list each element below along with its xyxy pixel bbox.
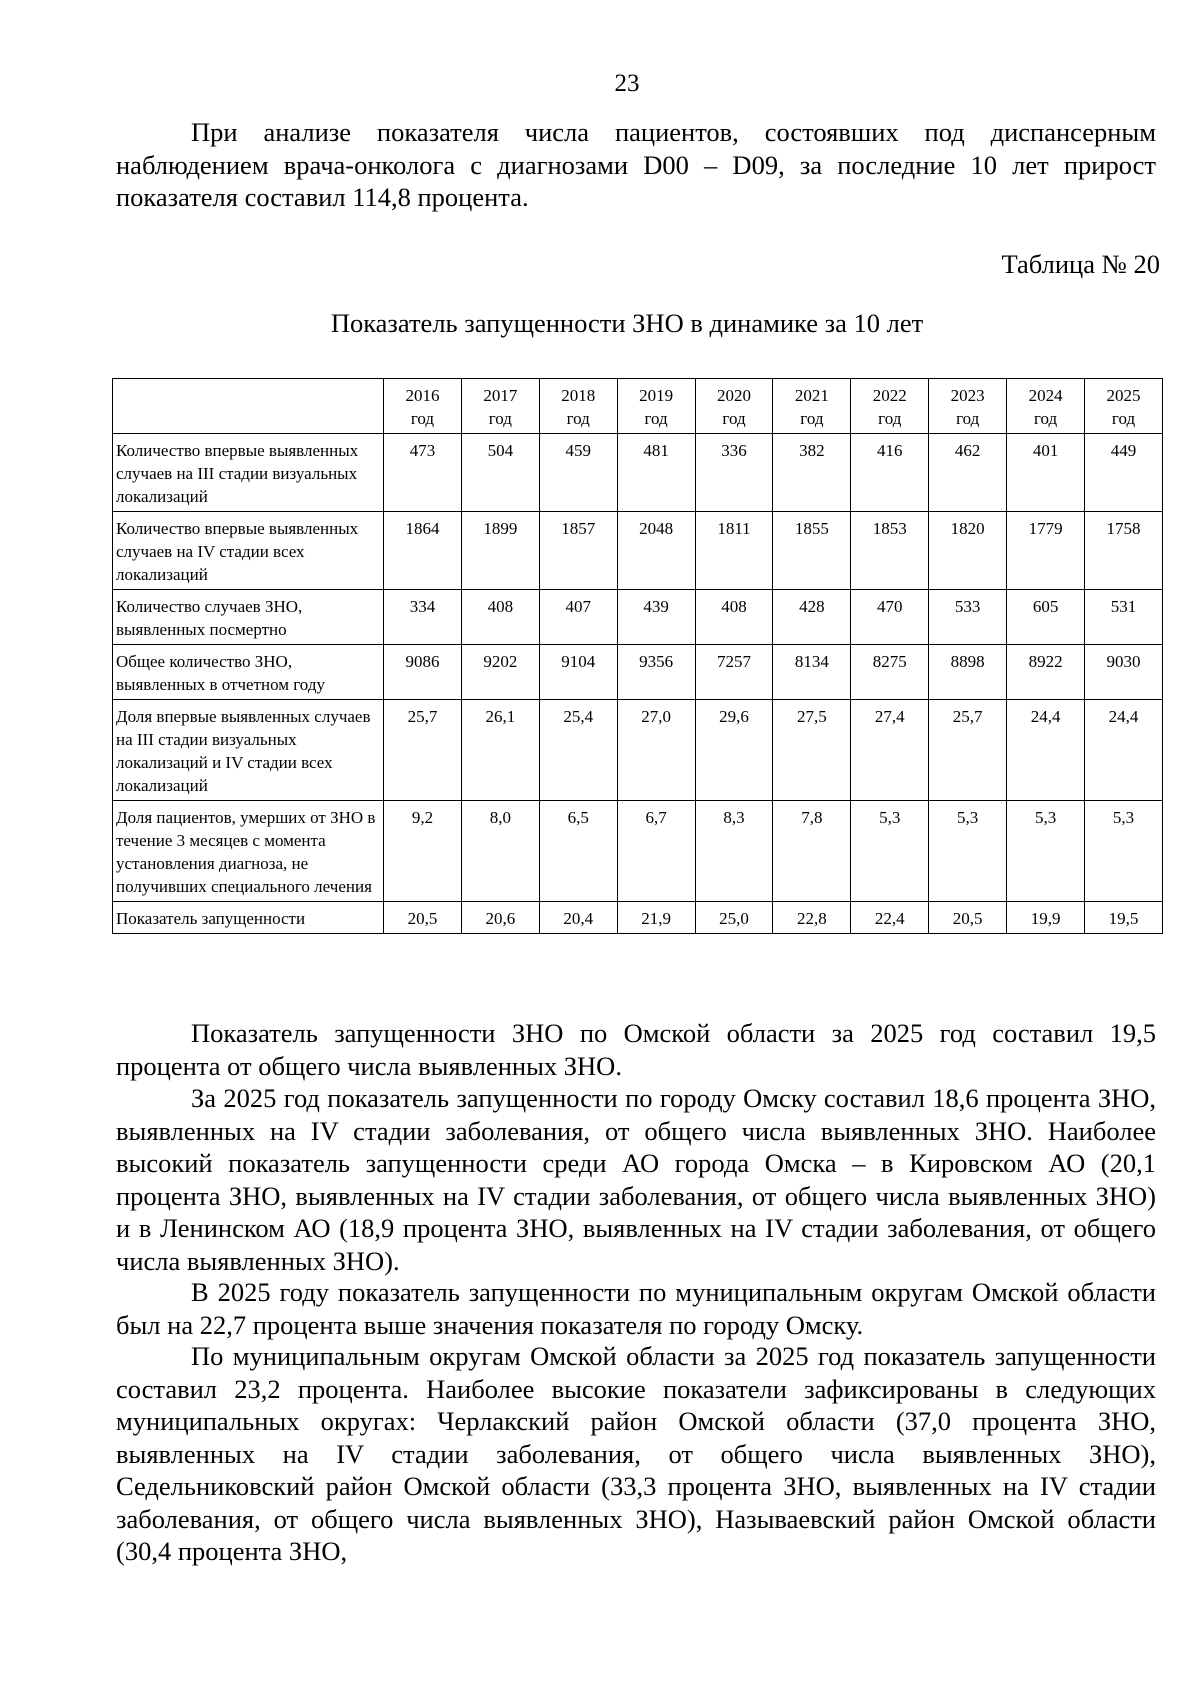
value-cell: 20,6: [461, 902, 539, 934]
value-cell: 27,4: [851, 700, 929, 801]
year-label: 2016: [405, 386, 440, 405]
year-label: 2024: [1028, 386, 1063, 405]
row-label-cell: Количество впервые выявленных случаев на III стадии визуальных локализаций: [113, 434, 384, 512]
value-cell: 27,0: [617, 700, 695, 801]
value-cell: 5,3: [929, 801, 1007, 902]
body-paragraph-1: Показатель запущенности ЗНО по Омской области за 2025 год составил 19,5 процента от общего числа выявленных ЗНО.: [116, 1018, 1156, 1081]
value-cell: 19,9: [1007, 902, 1085, 934]
year-unit-label: год: [956, 409, 980, 428]
value-cell: 6,7: [617, 801, 695, 902]
value-cell: 408: [695, 590, 773, 645]
table-row: [113, 512, 1163, 590]
value-cell: 25,4: [539, 700, 617, 801]
value-cell: 20,4: [539, 902, 617, 934]
year-label: 2025: [1106, 386, 1141, 405]
year-unit-label: год: [488, 409, 512, 428]
body-paragraph-2: За 2025 год показатель запущенности по городу Омску составил 18,6 процента ЗНО, выявленных на IV стадии заболевания, от общего числа выявленных ЗНО. Наиболее высокий показатель запущенности среди АО города Омска – в Кировском АО (20,1 процента ЗНО, выявленных на IV стадии заболевания, от общего числа выявленных ЗНО) и в Ленинском АО (18,9 процента ЗНО, выявленных на IV стадии заболевания, от общего числа выявленных ЗНО).: [116, 1083, 1156, 1276]
value-cell: 25,0: [695, 902, 773, 934]
table-header-row: [113, 379, 1163, 434]
table-row: [113, 590, 1163, 645]
row-label-cell: Общее количество ЗНО, выявленных в отчетном году: [113, 645, 384, 700]
value-cell: 336: [695, 434, 773, 512]
year-unit-label: год: [1111, 409, 1136, 428]
value-cell: 1899: [461, 512, 539, 590]
table-body: [113, 434, 1163, 934]
value-cell: 8898: [929, 645, 1007, 700]
value-cell: 9030: [1085, 645, 1163, 700]
value-cell: 1779: [1007, 512, 1085, 590]
year-header-cell: [617, 379, 695, 434]
value-cell: 22,4: [851, 902, 929, 934]
value-cell: 6,5: [539, 801, 617, 902]
year-label: 2020: [717, 386, 751, 405]
year-unit-label: год: [1033, 409, 1058, 428]
value-cell: 1820: [929, 512, 1007, 590]
value-cell: 5,3: [851, 801, 929, 902]
value-cell: 5,3: [1007, 801, 1085, 902]
value-cell: 449: [1085, 434, 1163, 512]
year-header-cell: [851, 379, 929, 434]
row-label-cell: Количество впервые выявленных случаев на IV стадии всех локализаций: [113, 512, 384, 590]
year-header-cell: [1085, 379, 1163, 434]
value-cell: 22,8: [773, 902, 851, 934]
row-label-cell: Доля впервые выявленных случаев на III стадии визуальных локализаций и IV стадии всех локализаций: [113, 700, 384, 801]
table-caption: Таблица № 20: [1001, 249, 1160, 279]
value-cell: 439: [617, 590, 695, 645]
year-label: 2022: [872, 386, 907, 405]
value-cell: 1811: [695, 512, 773, 590]
value-cell: 1864: [384, 512, 462, 590]
value-cell: 407: [539, 590, 617, 645]
value-cell: 8134: [773, 645, 851, 700]
value-cell: 334: [384, 590, 462, 645]
year-unit-label: год: [410, 409, 435, 428]
value-cell: 9356: [617, 645, 695, 700]
value-cell: 470: [851, 590, 929, 645]
data-table: [112, 378, 1163, 934]
year-label: 2019: [639, 386, 674, 405]
value-cell: 21,9: [617, 902, 695, 934]
table-row: [113, 801, 1163, 902]
year-header-cell: [695, 379, 773, 434]
year-unit-label: год: [566, 409, 590, 428]
value-cell: 473: [384, 434, 462, 512]
value-cell: 9202: [461, 645, 539, 700]
value-cell: 459: [539, 434, 617, 512]
value-cell: 401: [1007, 434, 1085, 512]
value-cell: 9,2: [384, 801, 462, 902]
year-header-cell: [929, 379, 1007, 434]
year-header-cell: [773, 379, 851, 434]
value-cell: 29,6: [695, 700, 773, 801]
year-label: 2017: [483, 386, 518, 405]
value-cell: 481: [617, 434, 695, 512]
row-label-cell: Доля пациентов, умерших от ЗНО в течение 3 месяцев с момента установления диагноза, не получивших специального лечения: [113, 801, 384, 902]
year-header-cell: [461, 379, 539, 434]
value-cell: 2048: [617, 512, 695, 590]
body-paragraph-3: В 2025 году показатель запущенности по муниципальным округам Омской области был на 22,7 процента выше значения показателя по городу Омску.: [116, 1277, 1156, 1340]
header-empty-cell: [113, 379, 384, 434]
body-paragraph-4: По муниципальным округам Омской области за 2025 год показатель запущенности составил 23,2 процента. Наиболее высокие показатели зафиксированы в следующих муниципальных округах: Черлакский район Омской области (37,0 процента ЗНО, выявленных на IV стадии заболевания, от общего числа выявленных ЗНО), Седельниковский район Омской области (33,3 процента ЗНО, выявленных на IV стадии заболевания, от общего числа выявленных ЗНО), Называевский район Омской области (30,4 процента ЗНО,: [116, 1341, 1156, 1566]
value-cell: 5,3: [1085, 801, 1163, 902]
row-label-cell: Показатель запущенности: [113, 902, 384, 934]
value-cell: 7257: [695, 645, 773, 700]
year-unit-label: год: [800, 409, 824, 428]
year-unit-label: год: [878, 409, 902, 428]
value-cell: 7,8: [773, 801, 851, 902]
value-cell: 533: [929, 590, 1007, 645]
value-cell: 416: [851, 434, 929, 512]
value-cell: 605: [1007, 590, 1085, 645]
value-cell: 9086: [384, 645, 462, 700]
value-cell: 8922: [1007, 645, 1085, 700]
year-label: 2023: [950, 386, 985, 405]
value-cell: 20,5: [384, 902, 462, 934]
value-cell: 462: [929, 434, 1007, 512]
value-cell: 24,4: [1085, 700, 1163, 801]
value-cell: 382: [773, 434, 851, 512]
intro-paragraph: При анализе показателя числа пациентов, состоявших под диспансерным наблюдением врача-онколога с диагнозами D00 – D09, за последние 10 лет прирост показателя составил 114,8 процента.: [116, 117, 1156, 212]
value-cell: 8275: [851, 645, 929, 700]
table-row: [113, 902, 1163, 934]
value-cell: 19,5: [1085, 902, 1163, 934]
page-number: 23: [614, 70, 640, 97]
year-label: 2018: [561, 386, 596, 405]
row-label-cell: Количество случаев ЗНО, выявленных посмертно: [113, 590, 384, 645]
year-unit-label: год: [722, 409, 746, 428]
value-cell: 1857: [539, 512, 617, 590]
value-cell: 24,4: [1007, 700, 1085, 801]
year-header-cell: [539, 379, 617, 434]
year-header-cell: [1007, 379, 1085, 434]
value-cell: 25,7: [384, 700, 462, 801]
value-cell: 428: [773, 590, 851, 645]
value-cell: 1855: [773, 512, 851, 590]
value-cell: 20,5: [929, 902, 1007, 934]
year-label: 2021: [794, 386, 829, 405]
table-row: [113, 434, 1163, 512]
value-cell: 8,3: [695, 801, 773, 902]
value-cell: 1758: [1085, 512, 1163, 590]
year-unit-label: год: [644, 409, 668, 428]
value-cell: 8,0: [461, 801, 539, 902]
value-cell: 25,7: [929, 700, 1007, 801]
table-row: [113, 645, 1163, 700]
value-cell: 27,5: [773, 700, 851, 801]
value-cell: 531: [1085, 590, 1163, 645]
value-cell: 504: [461, 434, 539, 512]
value-cell: 408: [461, 590, 539, 645]
table-title: Показатель запущенности ЗНО в динамике за 10 лет: [330, 308, 924, 338]
value-cell: 1853: [851, 512, 929, 590]
value-cell: 26,1: [461, 700, 539, 801]
table-row: [113, 700, 1163, 801]
year-header-cell: [384, 379, 462, 434]
value-cell: 9104: [539, 645, 617, 700]
